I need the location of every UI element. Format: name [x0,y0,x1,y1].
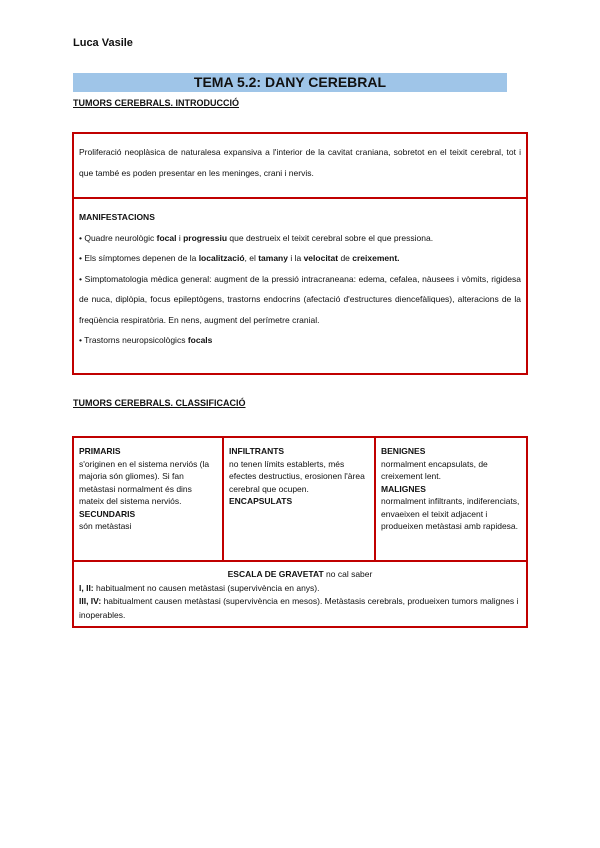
primaris-cell [74,438,224,560]
benignes-cell [376,438,526,560]
bullet-text: que destrueix el teixit cerebral sobre el que pressiona. [227,232,434,243]
infiltrants-heading: INFILTRANTS [229,446,285,456]
intro-text: Proliferació neoplàsica de naturalesa expansiva a l'interior de la cavitat craniana, sobretot en el teixit cerebral, tot i que també es poden presentar en les meninges, crani i nervis. [79,147,521,178]
manifest-bullet-2 [79,248,521,269]
escala-text: habitualment causen metàstasi (supervivència en mesos). Metàstasis cerebrals, produeixen tumors malignes i inoperables. [79,596,519,620]
bullet-text: i la [287,253,304,263]
manifest-bullet-3: • Simptomatologia mèdica general: augment de la pressió intracraneana: edema, cefalea, nàusees i vòmits, rigidesa de nuca, diplòpia, focus epileptògens, trastorns endocrins (afectació d'estructures diencefàliques), alteracions de la freqüència respiratòria. En nens, augment del perímetre cranial. [79,273,521,325]
encapsulats-heading: ENCAPSULATS [229,496,293,506]
author-name: Luca Vasile [73,37,133,49]
bold-term: progressiu [183,232,228,243]
bullet-text: • Quadre neurològic [79,232,157,243]
bullet-text: i [176,232,184,243]
escala-gravetat-cell [74,560,526,622]
malignes-text: normalment infiltrants, indiferenciats, envaeixen el teixit adjacent i produeixen metàstasi amb rapidesa. [381,496,520,531]
manifestacions-heading: MANIFESTACIONS [79,212,155,222]
bold-term: localització [198,253,245,263]
bold-term: creixement [352,253,398,263]
escala-label: I, II: [79,582,94,593]
page-title: TEMA 5.2: DANY CEREBRAL [73,73,507,92]
manifest-bullet-1 [79,228,521,249]
malignes-heading: MALIGNES [381,483,426,494]
bold-term: tamany [258,253,288,263]
escala-note: no cal saber [323,569,373,579]
bullet-text: , el [244,253,259,263]
manifest-bullet-4 [79,330,521,351]
bold-term: focals [187,335,213,345]
bullet-text: de [338,253,353,263]
bullet-text: . [397,253,400,263]
escala-heading-line [79,568,521,582]
benignes-heading: BENIGNES [381,446,426,456]
infiltrants-cell [224,438,376,560]
primaris-heading: PRIMARIS [79,446,121,456]
escala-heading: ESCALA DE GRAVETAT [227,569,324,579]
escala-line-2 [79,595,521,622]
bullet-text: • Trastorns neuropsicològics [79,335,188,345]
primaris-text: s'originen en el sistema nerviós (la majoria són gliomes). Si fan metàstasi normalment és dins mateix del sistema nerviós. [79,458,210,506]
secundaris-text: són metàstasi [79,521,132,531]
manifestacions-box [72,199,528,375]
escala-label: III, IV: [79,596,102,606]
classification-table [72,436,528,628]
intro-box [72,132,528,199]
section-heading-introduccio: TUMORS CEREBRALS. INTRODUCCIÓ [73,98,239,108]
bullet-text: • Els símptomes depenen de la [79,253,199,263]
infiltrants-text: no tenen límits establerts, més efectes destructius, erosionen l'àrea cerebral que ocupen. [229,458,365,494]
bold-term: velocitat [303,253,339,263]
section-heading-classificacio: TUMORS CEREBRALS. CLASSIFICACIÓ [73,398,246,408]
bold-term: focal [156,232,177,243]
escala-line-1 [79,582,521,596]
secundaris-heading: SECUNDARIS [79,508,136,519]
escala-text: habitualment no causen metàstasi (supervivència en anys). [93,582,320,593]
benignes-text: normalment encapsulats, de creixement lent. [381,458,488,481]
